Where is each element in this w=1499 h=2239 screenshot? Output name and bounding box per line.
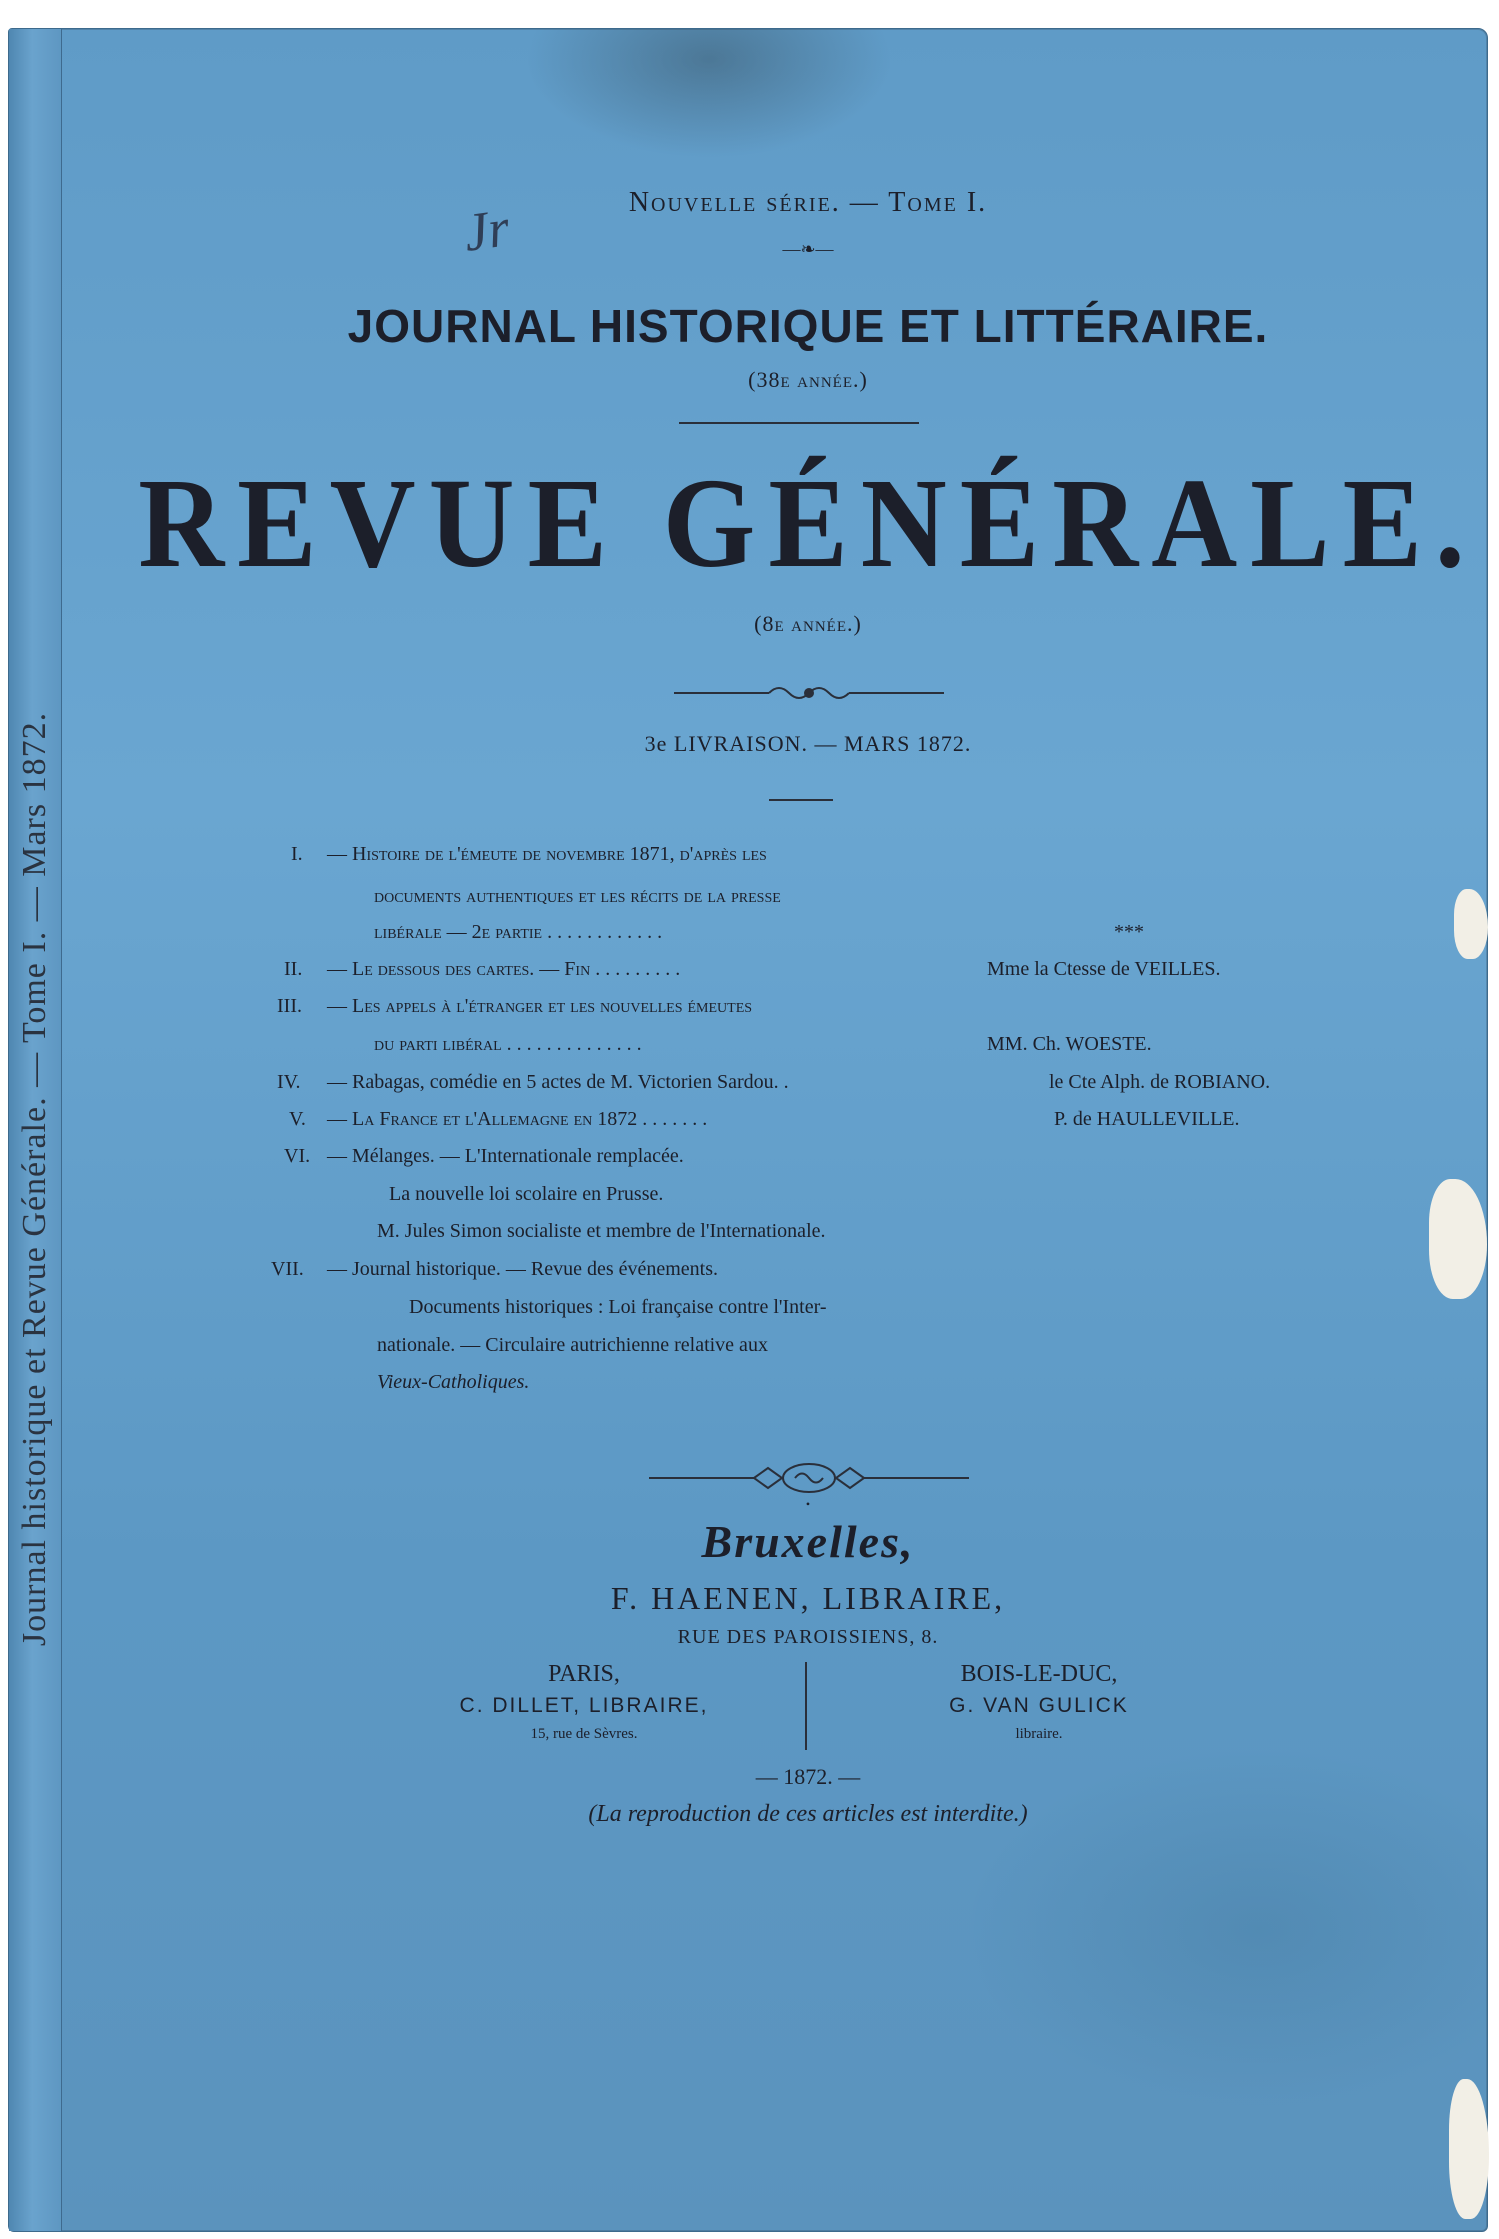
toc-author: Mme la Ctesse de VEILLES. bbox=[987, 958, 1221, 980]
toc-number: V. bbox=[289, 1108, 306, 1130]
toc-author: le Cte Alph. de ROBIANO. bbox=[1049, 1071, 1271, 1093]
revue-year: (8e année.) bbox=[754, 611, 862, 636]
toc-number: II. bbox=[284, 958, 303, 980]
toc-author: P. de HAULLEVILLE. bbox=[1054, 1108, 1240, 1130]
reproduction-notice: (La reproduction de ces articles est interdite.) bbox=[588, 1801, 1028, 1827]
issue-line: 3e LIVRAISON. — MARS 1872. bbox=[644, 731, 972, 756]
toc-title-line: du parti libéral . . . . . . . . . . . . . . bbox=[374, 1033, 642, 1055]
center-ornament bbox=[649, 1456, 969, 1500]
toc-title-line: Documents historiques : Loi française contre l'Inter- bbox=[409, 1296, 827, 1318]
toc-number: VII. bbox=[271, 1258, 304, 1280]
toc-title-line: — Les appels à l'étranger et les nouvelles émeutes bbox=[327, 995, 753, 1017]
toc-author: *** bbox=[1114, 921, 1144, 943]
toc-title-line: documents authentiques et les récits de la presse bbox=[374, 885, 781, 907]
spine-title: Journal historique et Revue Générale. — Tome I. — Mars 1872. bbox=[16, 711, 53, 1647]
paris-city: PARIS, bbox=[548, 1661, 620, 1687]
journal-year: (38e année.) bbox=[748, 367, 868, 392]
journal-cover bbox=[8, 28, 1488, 2232]
toc-title-line: Vieux-Catholiques. bbox=[377, 1371, 530, 1393]
toc-title-line: M. Jules Simon socialiste et membre de l'Internationale. bbox=[377, 1220, 826, 1242]
toc-author: MM. Ch. WOESTE. bbox=[987, 1033, 1152, 1055]
handwritten-mark: Jr bbox=[460, 197, 513, 263]
toc-number: VI. bbox=[284, 1145, 311, 1167]
bois-le-duc-role: libraire. bbox=[1015, 1726, 1063, 1742]
small-ornament: —❧— bbox=[782, 239, 834, 259]
imprint-city: Bruxelles, bbox=[701, 1516, 915, 1567]
toc-number: III. bbox=[277, 995, 302, 1017]
toc-title-line: nationale. — Circulaire autrichienne relative aux bbox=[377, 1334, 768, 1356]
imprint-publisher: F. HAENEN, LIBRAIRE, bbox=[610, 1580, 1006, 1616]
toc-title-line: libérale — 2e partie . . . . . . . . . . . . bbox=[374, 921, 663, 943]
table-of-contents bbox=[9, 29, 1487, 2231]
toc-title-line: — Le dessous des cartes. — Fin . . . . . . . . . bbox=[327, 958, 681, 980]
paris-address: 15, rue de Sèvres. bbox=[530, 1726, 638, 1742]
toc-title-line: — Histoire de l'émeute de novembre 1871, d'après les bbox=[327, 843, 767, 865]
toc-number: I. bbox=[291, 843, 303, 865]
imprint-divider bbox=[805, 1662, 807, 1750]
bois-le-duc-publisher: G. VAN GULICK bbox=[949, 1694, 1129, 1717]
toc-title-line: — Journal historique. — Revue des événements. bbox=[327, 1258, 719, 1280]
toc-title-line: La nouvelle loi scolaire en Prusse. bbox=[389, 1183, 664, 1205]
main-title: REVUE GÉNÉRALE. bbox=[138, 452, 1478, 594]
publication-year: — 1872. — bbox=[755, 1764, 861, 1789]
toc-number: IV. bbox=[277, 1071, 301, 1093]
toc-title-line: — Mélanges. — L'Internationale remplacée. bbox=[327, 1145, 684, 1167]
toc-title-line: — Rabagas, comédie en 5 actes de M. Victorien Sardou. . bbox=[327, 1071, 789, 1093]
series-line: Nouvelle série. — Tome I. bbox=[628, 187, 988, 218]
toc-title-line: — La France et l'Allemagne en 1872 . . . . . . . bbox=[327, 1108, 708, 1130]
journal-title: JOURNAL HISTORIQUE ET LITTÉRAIRE. bbox=[347, 300, 1269, 352]
bois-le-duc-city: BOIS-LE-DUC, bbox=[960, 1661, 1118, 1687]
imprint-address: RUE DES PAROISSIENS, 8. bbox=[677, 1626, 939, 1648]
dot-ornament: • bbox=[805, 1497, 811, 1511]
paris-publisher: C. DILLET, LIBRAIRE, bbox=[459, 1694, 709, 1717]
